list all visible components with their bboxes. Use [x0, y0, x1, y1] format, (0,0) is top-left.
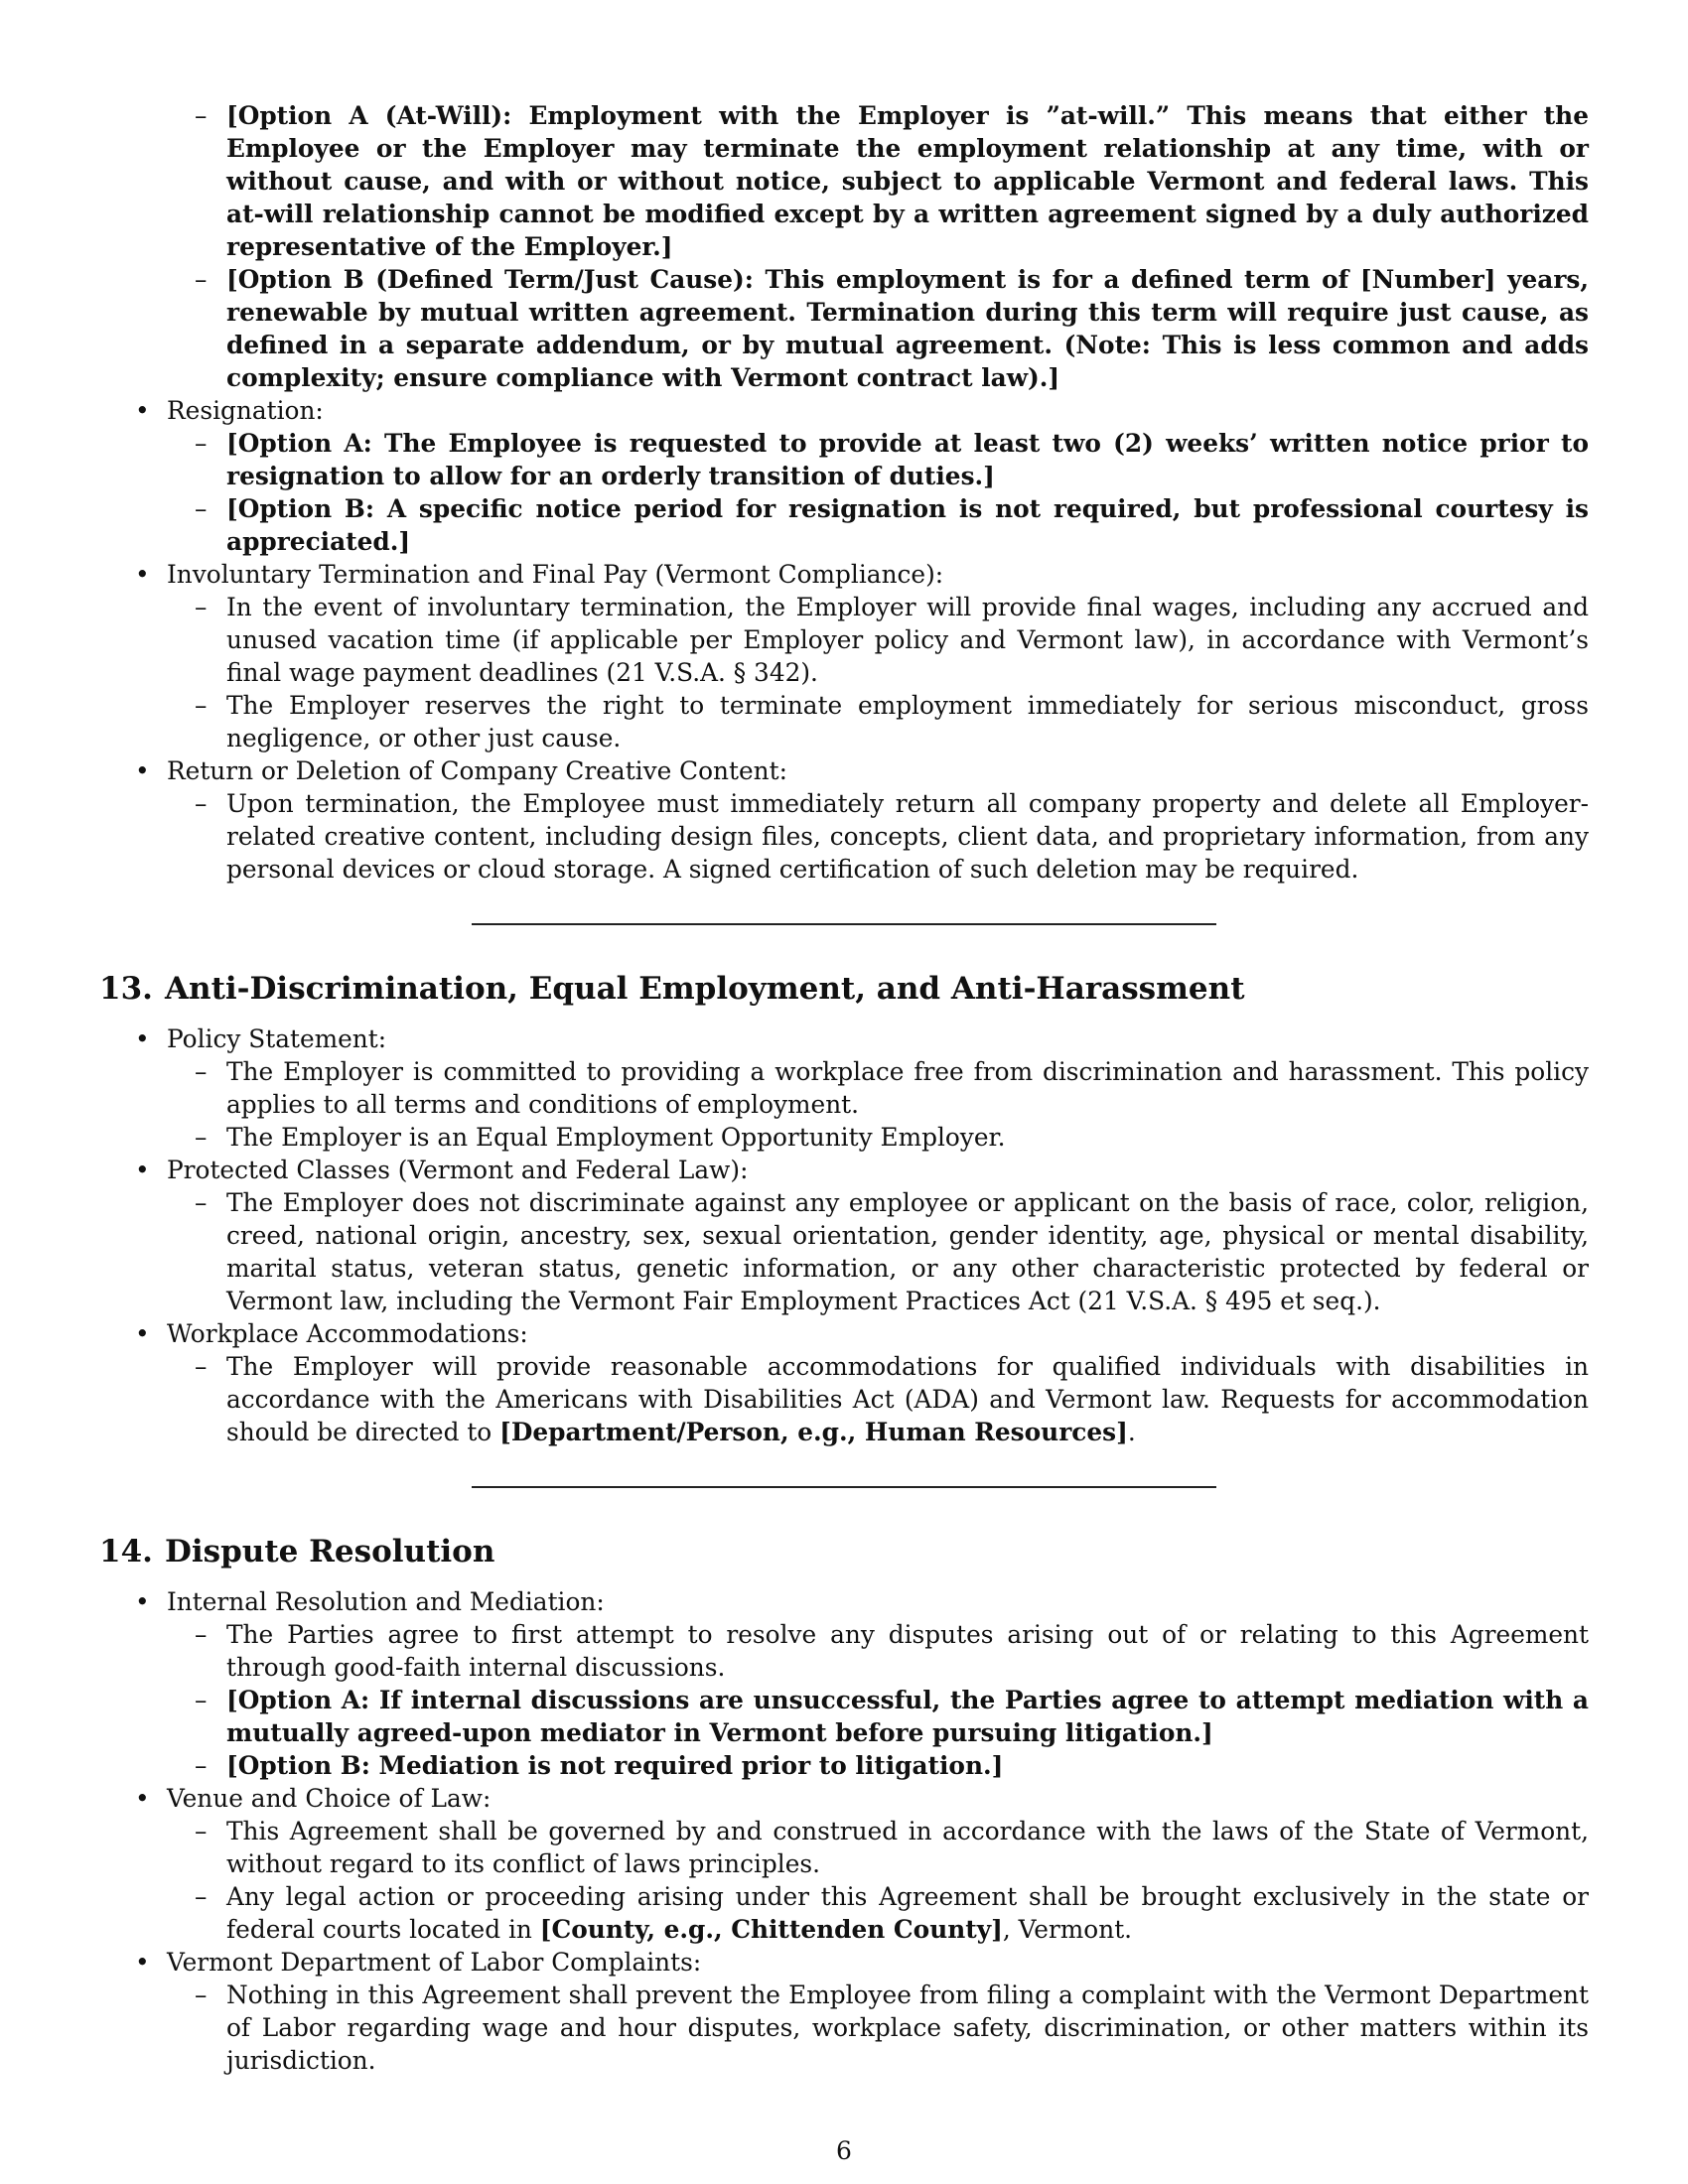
- mediation-option-a: [Option A: If internal discussions are unsuccessful, the Parties agree to attempt mediation with a mutually agreed-upon mediator in Vermont before pursuing litigation.]: [226, 1686, 1589, 1747]
- list-item: [99, 1946, 1589, 1979]
- return-content-item: Upon termination, the Employee must immediately return all company property and delete all Employer-related creative content, including design files, concepts, client data, and proprietary information, from any personal devices or cloud storage. A signed certification of such deletion may be required.: [226, 789, 1589, 884]
- dash-bullet: –: [195, 789, 208, 818]
- page-number: 6: [836, 2136, 852, 2165]
- list-item: [99, 1023, 1589, 1055]
- option-defined-term: [Option B (Defined Term/Just Cause): This employment is for a defined term of [Number] years, renewable by mutual written agreement. Termination during this term will require just cause, as defined in a separate addendum, or by mutual agreement. (Note: This is less common and adds complexity; ensure compliance with Vermont contract law).]: [226, 265, 1589, 392]
- legal-text: Any legal action or proceeding arising under this Agreement shall be brought exclusively in the state or federal courts located in: [226, 1882, 1589, 1944]
- bullet: •: [135, 1319, 150, 1348]
- resignation-list: [99, 427, 1589, 558]
- venue-label: Venue and Choice of Law:: [167, 1784, 492, 1813]
- involuntary-list: [99, 591, 1589, 754]
- list-item: [99, 1880, 1589, 1946]
- labor-label: Vermont Department of Labor Complaints:: [167, 1948, 702, 1977]
- labor-item: Nothing in this Agreement shall prevent the Employee from filing a complaint with the Vermont Department of Labor regarding wage and hour disputes, workplace safety, discrimination, or other matters within its jurisdiction.: [226, 1980, 1589, 2075]
- section13-list: [99, 1023, 1589, 1055]
- list-item: [99, 558, 1589, 591]
- list-item: [99, 1684, 1589, 1749]
- list-item: [99, 1618, 1589, 1684]
- dash-bullet: –: [195, 1817, 208, 1845]
- return-content-list: [99, 787, 1589, 886]
- bullet: •: [135, 1587, 150, 1616]
- return-content-label: Return or Deletion of Company Creative Content:: [167, 756, 787, 785]
- list-item: [99, 394, 1589, 427]
- dash-bullet: –: [195, 1980, 208, 2009]
- protected-item: The Employer does not discriminate against any employee or applicant on the basis of race, color, religion, creed, national origin, ancestry, sex, sexual orientation, gender identity, age, physical or mental disability, marital status, veteran status, genetic information, or any other characteristic protected by federal or Vermont law, including the Vermont Fair Employment Practices Act (21 V.S.A. § 495 et seq.).: [226, 1188, 1589, 1315]
- list-item: [99, 1815, 1589, 1880]
- section13-list: [99, 1154, 1589, 1186]
- accommodations-text: The Employer will provide reasonable accommodations for qualified individuals with disabilities in accordance with the Americans with Disabilities Act (ADA) and Vermont law. Requests for accommodation should be directed to: [226, 1352, 1589, 1446]
- dash-bullet: –: [195, 1620, 208, 1649]
- dash-bullet: –: [195, 593, 208, 621]
- list-item: [99, 787, 1589, 886]
- section14-list: [99, 1782, 1589, 1815]
- dash-bullet: –: [195, 1188, 208, 1217]
- dash-bullet: –: [195, 691, 208, 720]
- protected-label: Protected Classes (Vermont and Federal Law):: [167, 1156, 749, 1184]
- list-item: [99, 1121, 1589, 1154]
- dash-bullet: –: [195, 1882, 208, 1911]
- list-item: [99, 1782, 1589, 1815]
- section14-list: [99, 1585, 1589, 1618]
- section-divider: [472, 1486, 1216, 1488]
- section-title: Anti-Discrimination, Equal Employment, and Anti-Harassment: [165, 971, 1245, 1007]
- list-item: [99, 263, 1589, 394]
- legal-end: , Vermont.: [1002, 1915, 1133, 1944]
- internal-item: The Parties agree to first attempt to resolve any disputes arising out of or relating to this Agreement through good-faith internal discussions.: [226, 1620, 1589, 1682]
- involuntary-label: Involuntary Termination and Final Pay (Vermont Compliance):: [167, 560, 944, 589]
- accommodations-item: [226, 1350, 1589, 1448]
- list-item: [99, 591, 1589, 689]
- involuntary-item: The Employer reserves the right to terminate employment immediately for serious misconduct, gross negligence, or other just cause.: [226, 691, 1589, 752]
- dash-bullet: –: [195, 101, 208, 130]
- list-item: [99, 99, 1589, 263]
- bullet: •: [135, 756, 150, 785]
- section-title: Dispute Resolution: [165, 1534, 495, 1570]
- termination-list: [99, 394, 1589, 427]
- accommodations-list: [99, 1350, 1589, 1448]
- section14-list: [99, 1946, 1589, 1979]
- policy-item: The Employer is an Equal Employment Opportunity Employer.: [226, 1123, 1006, 1152]
- dash-bullet: –: [195, 1352, 208, 1381]
- section-number: 14.: [99, 1534, 153, 1570]
- dash-bullet: –: [195, 1751, 208, 1780]
- bullet: •: [135, 1156, 150, 1184]
- policy-label: Policy Statement:: [167, 1024, 387, 1053]
- list-item: [99, 427, 1589, 492]
- bullet: •: [135, 560, 150, 589]
- dash-bullet: –: [195, 494, 208, 523]
- policy-item: The Employer is committed to providing a workplace free from discrimination and harassment. This policy applies to all terms and conditions of employment.: [226, 1057, 1589, 1119]
- accommodations-label: Workplace Accommodations:: [167, 1319, 528, 1348]
- option-at-will: [Option A (At-Will): Employment with the Employer is ”at-will.” This means that either the Employee or the Employer may terminate the employment relationship at any time, with or without cause, and with or without notice, subject to applicable Vermont and federal laws. This at-will relationship cannot be modified except by a written agreement signed by a duly authorized representative of the Employer.]: [226, 101, 1589, 261]
- employment-options-list: [99, 99, 1589, 394]
- list-item: [99, 1979, 1589, 2077]
- bullet: •: [135, 1948, 150, 1977]
- termination-list: [99, 558, 1589, 591]
- dash-bullet: –: [195, 265, 208, 294]
- protected-list: [99, 1186, 1589, 1317]
- section-divider: [472, 923, 1216, 925]
- section13-list: [99, 1317, 1589, 1350]
- termination-list: [99, 754, 1589, 787]
- page-content: [99, 99, 1589, 2077]
- list-item: [99, 1749, 1589, 1782]
- dash-bullet: –: [195, 429, 208, 458]
- policy-list: [99, 1055, 1589, 1154]
- venue-item: This Agreement shall be governed by and construed in accordance with the laws of the State of Vermont, without regard to its conflict of laws principles.: [226, 1817, 1589, 1878]
- dash-bullet: –: [195, 1686, 208, 1714]
- involuntary-item: In the event of involuntary termination, the Employer will provide final wages, including any accrued and unused vacation time (if applicable per Employer policy and Vermont law), in accordance with Vermont’s final wage payment deadlines (21 V.S.A. § 342).: [226, 593, 1589, 687]
- list-item: [99, 1186, 1589, 1317]
- internal-label: Internal Resolution and Mediation:: [167, 1587, 605, 1616]
- resignation-label: Resignation:: [167, 396, 324, 425]
- dash-bullet: –: [195, 1123, 208, 1152]
- internal-list: [99, 1618, 1589, 1782]
- list-item: [99, 754, 1589, 787]
- labor-list: [99, 1979, 1589, 2077]
- list-item: [99, 1585, 1589, 1618]
- bullet: •: [135, 396, 150, 425]
- mediation-option-b: [Option B: Mediation is not required prior to litigation.]: [226, 1751, 1004, 1780]
- section-number: 13.: [99, 971, 153, 1007]
- section-heading-13: [99, 969, 1589, 1009]
- list-item: [99, 1055, 1589, 1121]
- list-item: [99, 1154, 1589, 1186]
- accommodations-end: .: [1127, 1418, 1136, 1446]
- dash-bullet: –: [195, 1057, 208, 1086]
- venue-list: [99, 1815, 1589, 1946]
- bullet: •: [135, 1784, 150, 1813]
- list-item: [99, 689, 1589, 754]
- resignation-option-a: [Option A: The Employee is requested to provide at least two (2) weeks’ written notice prior to resignation to allow for an orderly transition of duties.]: [226, 429, 1589, 490]
- list-item: [99, 1350, 1589, 1448]
- resignation-option-b: [Option B: A specific notice period for resignation is not required, but professional courtesy is appreciated.]: [226, 494, 1589, 556]
- department-placeholder: [Department/Person, e.g., Human Resources]: [499, 1418, 1128, 1446]
- legal-action-item: [226, 1880, 1589, 1946]
- county-placeholder: [County, e.g., Chittenden County]: [539, 1915, 1003, 1944]
- section-heading-14: [99, 1532, 1589, 1571]
- bullet: •: [135, 1024, 150, 1053]
- list-item: [99, 492, 1589, 558]
- list-item: [99, 1317, 1589, 1350]
